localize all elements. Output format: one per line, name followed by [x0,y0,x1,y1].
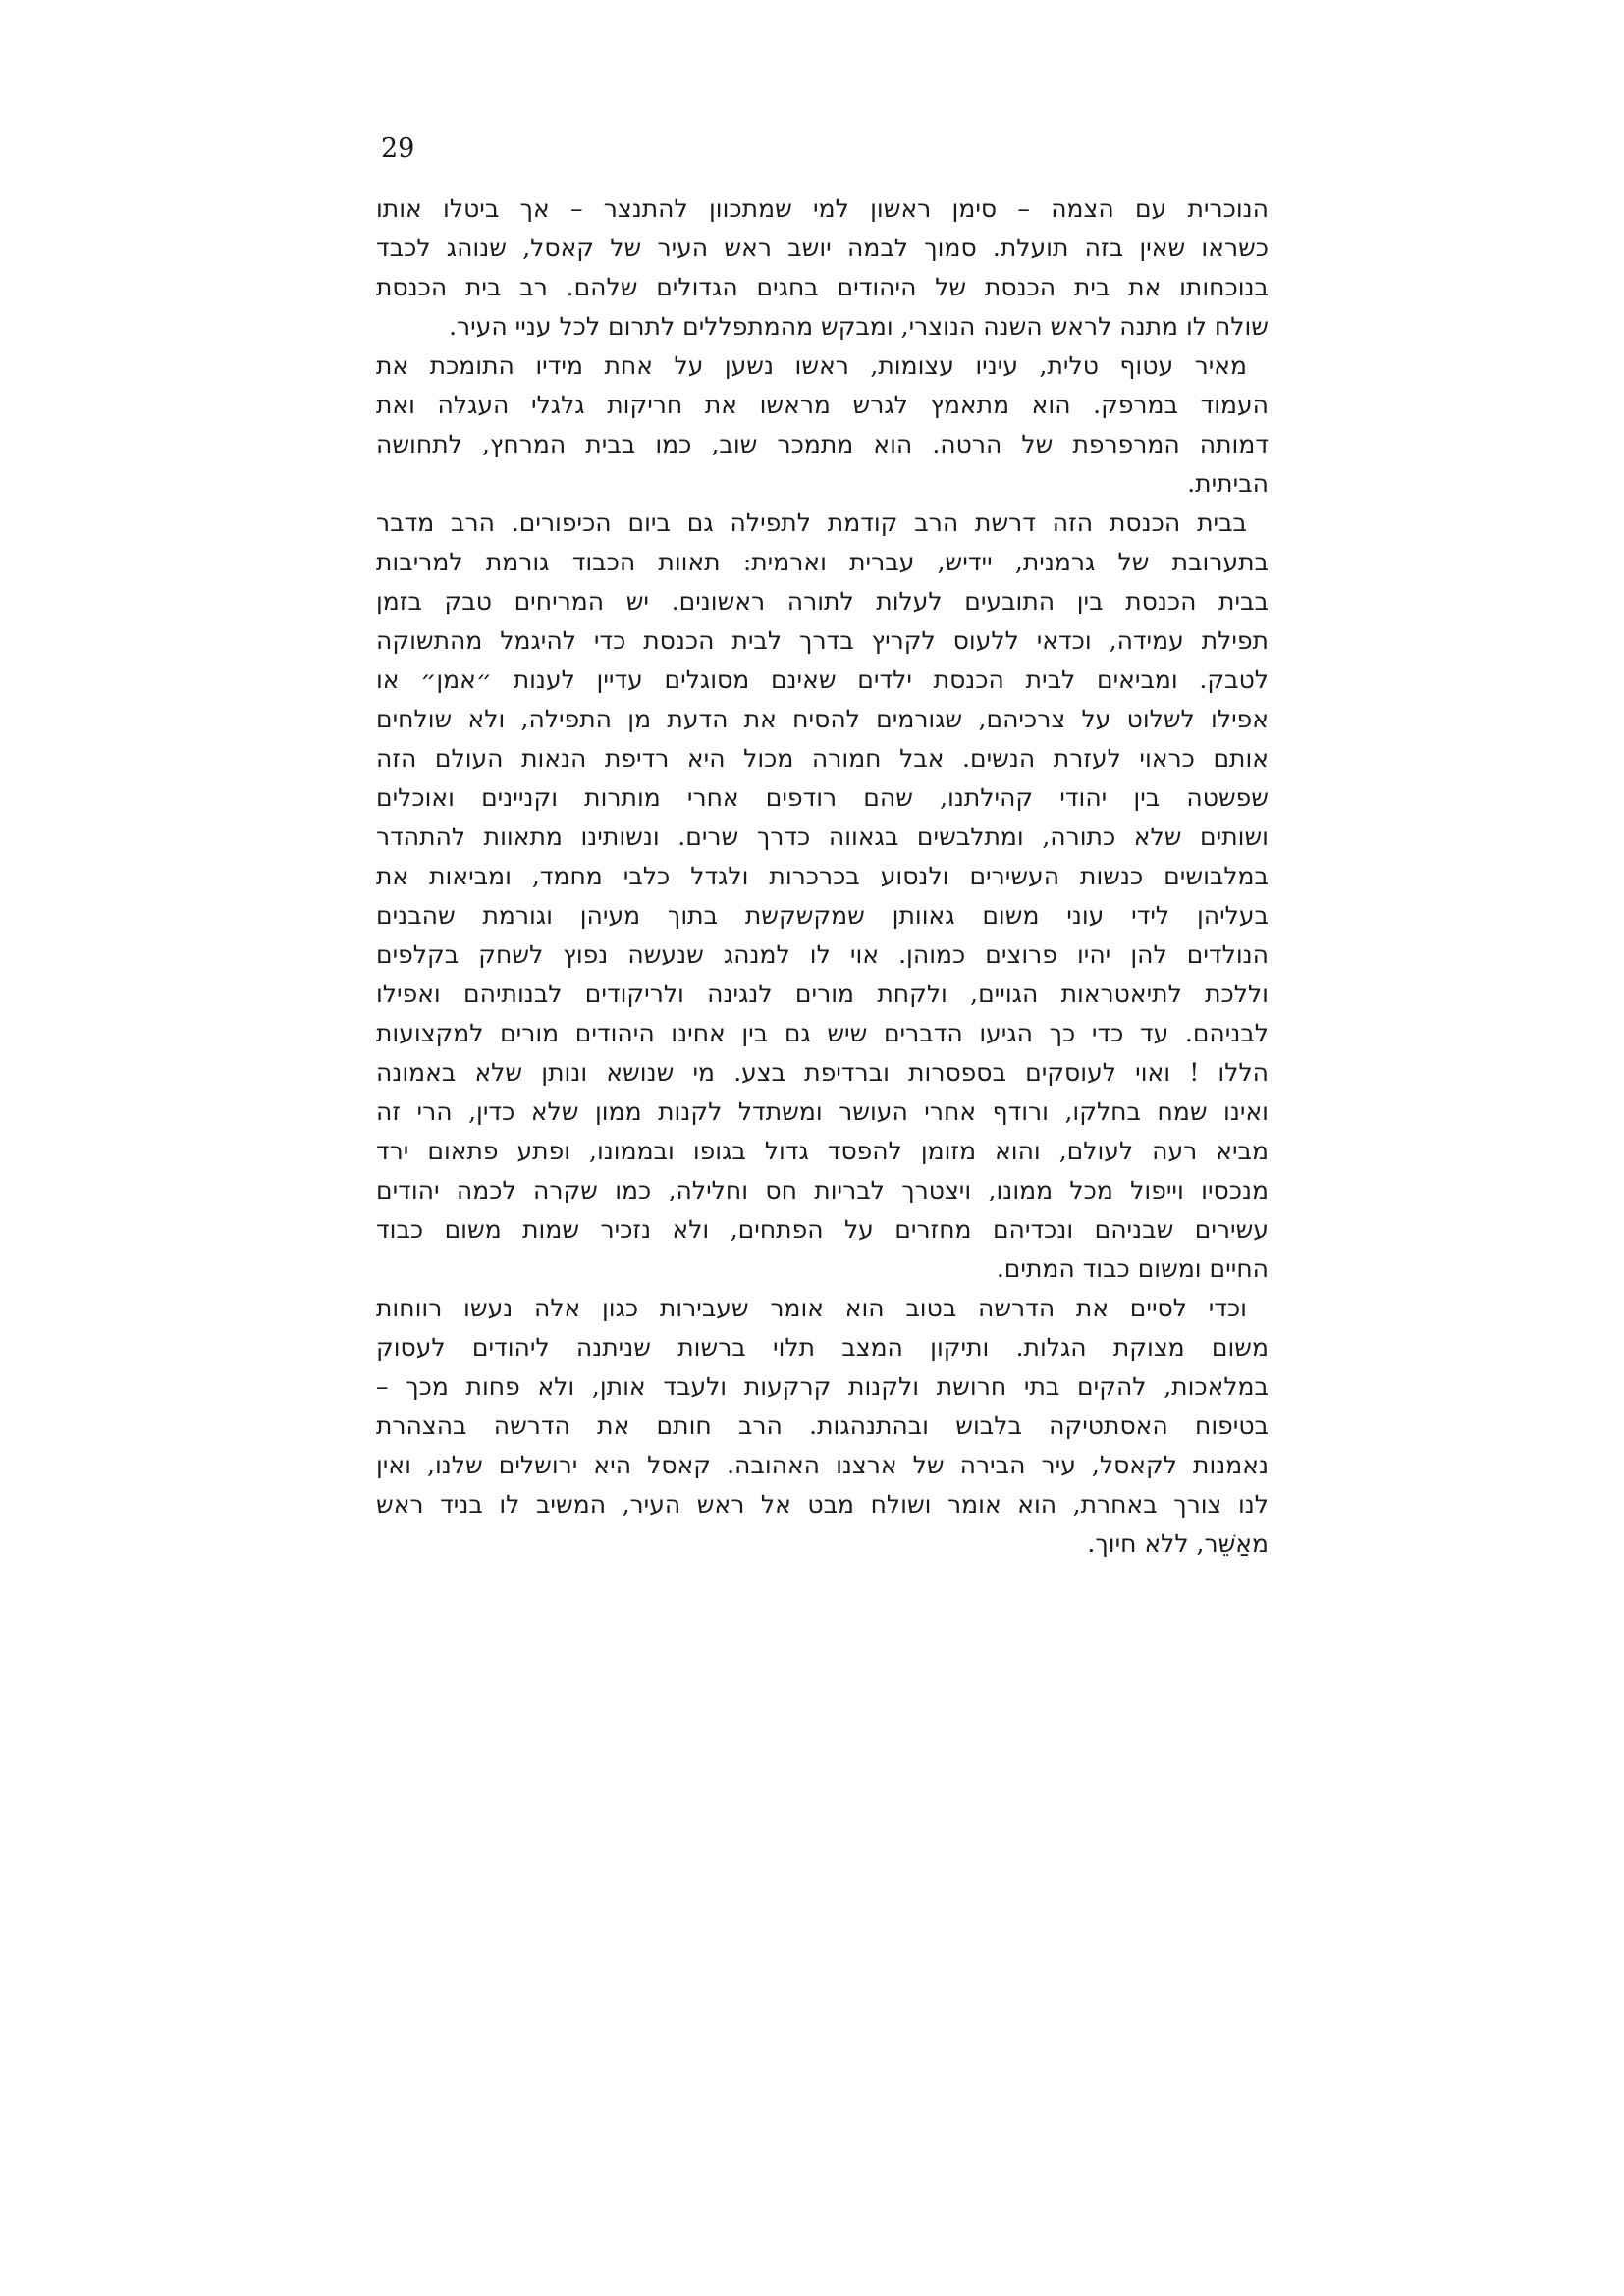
text-line: שולח לו מתנה לראש השנה הנוצרי, ומבקש מהמתפללים לתרום לכל עניי העיר. [449,312,1269,341]
paragraph [376,1289,1269,1564]
text-line: דמותה המרפרפת של הרטה. הוא מתמכר שוב, כמו בבית המרחץ, לתחושה [376,430,1269,458]
text-line: מאיר עטוף טלית, עיניו עצומות, ראשו נשען על אחת מידיו התומכת את [376,351,1247,380]
text-line: בתערובת של גרמנית, יידיש, עברית וארמית: תאוות הכבוד גורמת למריבות [376,548,1269,576]
paragraph [376,189,1269,347]
text-line: אותם כראוי לעזרת הנשים. אבל חמורה מכול היא רדיפת הנאות העולם הזה [376,744,1269,773]
body-text-block [376,189,1269,1564]
text-line: לנו צורך באחרת, הוא אומר ושולח מבט אל ראש העיר, המשיב לו בניד ראש [376,1490,1269,1519]
text-line: תפילת עמידה, וכדאי ללעוס לקריץ בדרך לבית הכנסת כדי להיגמל מהתשוקה [376,626,1269,655]
text-line: וללכת לתיאטראות הגויים, ולקחת מורים לנגינה ולריקודים לבנותיהם ואפילו [376,980,1269,1008]
paragraph [376,504,1269,1289]
text-line: במלאכות, להקים בתי חרושת ולקנות קרקעות ולעבד אותן, ולא פחות מכך – [376,1372,1269,1401]
text-line: משום מצוקת הגלות. ותיקון המצב תלוי ברשות שניתנה ליהודים לעסוק [376,1333,1269,1362]
paragraph [376,347,1269,504]
text-line: בעליהן לידי עוני משום גאוותן שמקשקשת בתוך מעיהן וגורמת שהבנים [376,901,1269,930]
text-line: בנוכחותו את בית הכנסת של היהודים בחגים הגדולים שלהם. רב בית הכנסת [376,273,1269,301]
text-line: הללו ! ואוי לעוסקים בספסרות וברדיפת בצע. מי שנושא ונותן שלא באמונה [376,1058,1269,1087]
text-line: החיים ומשום כבוד המתים. [996,1255,1269,1283]
text-line: עשירים שבניהם ונכדיהם מחזרים על הפתחים, ולא נזכיר שמות משום כבוד [376,1215,1269,1244]
text-line: מביא רעה לעולם, והוא מזומן להפסד גדול בגופו ובממונו, ופתע פתאום ירד [376,1137,1269,1165]
text-line: נאמנות לקאסל, עיר הבירה של ארצנו האהובה. קאסל היא ירושלים שלנו, ואין [376,1451,1269,1479]
text-line: וכדי לסיים את הדרשה בטוב הוא אומר שעבירות כגון אלה נעשו רווחות [376,1294,1247,1322]
text-line: הנולדים להן יהיו פרוצים כמוהן. אוי לו למנהג שנעשה נפוץ לשחק בקלפים [376,940,1269,969]
text-line: הנוכרית עם הצמה – סימן ראשון למי שמתכוון להתנצר – אך ביטלו אותו [376,194,1269,223]
text-line: העמוד במרפק. הוא מתאמץ לגרש מראשו את חריקות גלגלי העגלה ואת [376,391,1269,419]
text-line: הביתית. [1187,469,1269,498]
text-line: מאַשֵּׁר, ללא חיוך. [1087,1529,1269,1558]
text-line: בטיפוח האסתטיקה בלבוש ובהתנהגות. הרב חותם את הדרשה בהצהרת [376,1412,1269,1440]
page-number: 29 [381,133,415,164]
text-line: לבניהם. עד כדי כך הגיעו הדברים שיש גם בין אחינו היהודים מורים למקצועות [376,1019,1269,1047]
text-line: בבית הכנסת בין התובעים לעלות לתורה ראשונים. יש המריחים טבק בזמן [376,587,1269,615]
text-line: במלבושים כנשות העשירים ולנסוע בכרכרות ולגדל כלבי מחמד, ומביאות את [376,862,1269,890]
text-line: מנכסיו וייפול מכל ממונו, ויצטרך לבריות חס וחלילה, כמו שקרה לכמה יהודים [376,1176,1269,1204]
text-line: כשראו שאין בזה תועלת. סמוך לבמה יושב ראש העיר של קאסל, שנוהג לכבד [376,234,1269,262]
text-line: בבית הכנסת הזה דרשת הרב קודמת לתפילה גם ביום הכיפורים. הרב מדבר [376,508,1247,537]
text-line: לטבק. ומביאים לבית הכנסת ילדים שאינם מסוגלים עדיין לענות ״אמן״ או [376,666,1269,694]
text-line: ושותים שלא כתורה, ומתלבשים בגאווה כדרך שרים. ונשותינו מתאוות להתהדר [376,823,1269,851]
text-line: שפשטה בין יהודי קהילתנו, שהם רודפים אחרי מותרות וקניינים ואוכלים [376,783,1269,812]
text-line: ואינו שמח בחלקו, ורודף אחרי העושר ומשתדל לקנות ממון שלא כדין, הרי זה [376,1097,1269,1126]
text-line: אפילו לשלוט על צרכיהם, שגורמים להסיח את הדעת מן התפילה, ולא שולחים [376,705,1269,733]
